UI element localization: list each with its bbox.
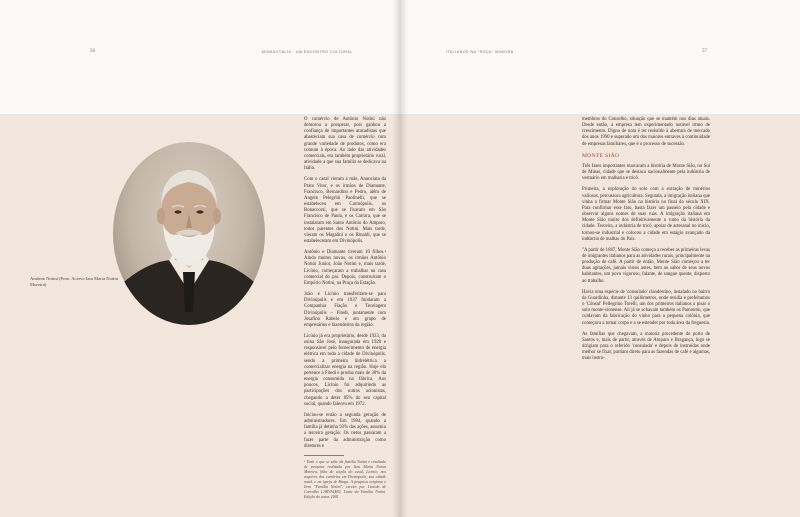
paragraph: Licínio já era proprietário, desde 1923, da usina São José, inaugurada em 1920 e responsável pelo fornecimento de energia elétrica em toda a cidade de Divinópolis, sendo a primeira hidrelétrica a comercializar energia na região. Hoje ela pertence à Fitedi e produz mais de 30% da energia consumida na fábrica. Aos poucos, Licínio foi adquirindo as participações dos outros acionistas, chegando a deter 85% do seu capital social, quando faleceu em 1972. [304,334,386,407]
left-page-number: 56 [90,49,95,54]
right-running-head: ITALIANOS NA "ROÇA" MINEIRA [446,50,514,54]
paragraph: Iniciou-se então a segunda geração de administradores. Em 1984, quando a família já detinha 93% das ações, assumiu a terceira geração. Os netos passaram a fazer parte da administração como diretores e [304,412,386,449]
paragraph: Primeira, a exploração do solo com a extração de minérios valiosos, percussora agricultura. Segunda, a imigração italiana que vinha a firmar Monte Sião na história no final do século XIX. Para confirmar esse fato, basta fazer um passeio pela cidade e observar alguns nomes de suas ruas. A imigração italiana em Monte Sião muito dos definitivamente o rumo da história da cidade. Terceira, a indústria de tricô, apoiar de artesanal no início, tornou-se industrial e colocou a cidade em estágio avançado da indústria de malhas do País. [582,187,710,242]
portrait-caption: Antônio Notini (Foto: Acervo Iara Maria Notini Moreira) [30,276,119,287]
paragraph: Com o casal vieram a mãe, Anunciata da Prato Vitor, e os irmãos de Diamante, Francisco, Bernardino e Pedro, além de Angelo Pelegrini Paolinelli, que se estabeleceu em Carmópolis, os Bonaccorsi, que se fixaram em São Francisco de Paula, e os Carrara, que se instalaram em Santo Antônio do Amparo, todos parentes dos Notini. Mais tarde, vieram os Magalini e os Rinaldi, que se estabeleceram em Divinópolis. [304,177,386,244]
footnote-rule [304,455,344,456]
left-running-head: MINAS/ITÁLIA · UM ENCONTRO CULTURAL [262,50,353,54]
section-heading: MONTE SIÃO [582,152,620,159]
paragraph: O comércio de Antônio Notini não demorou a prosperar, pois ganhou a confiança de importantes atacadistas que abasteciam sua casa de comércio com grande variedade de produtos, como era comum à época. Ao lado das atividades comerciais, era também proprietário rural, atividade a que sua família se dedicava na Itália. [304,117,386,172]
portrait-figure [113,142,265,325]
left-text-column [304,117,386,505]
right-page-number: 57 [702,49,707,54]
paragraph: "A partir de 1887, Monte Sião começa a receber as primeiras levas de imigrantes italianos para as atividades rurais, principalmente na produção de café. A partir de então, Monte Sião começou a ter duas agitações, jamais vistos antes, bem ao sabor de seus novos habitantes, um povo vigoroso, falante, de sangue quente, disposto ao trabalho. [582,247,710,284]
paragraph: João e Licínio transferiram-se para Divinópolis e em 1937 fundaram a Companhia Fiação e Tecelagem Divinópolis – Fitedi, juntamente com Josafino Rabelo e um grupo de empresários e fazendeiros da região. [304,292,386,328]
right-text-column [582,117,710,367]
footnote: ¹ Todo o que se sabe da família Notini é resultado de pesquisa realizada por Iara Maria Notini Moreira, filha do caçula do casal, Licínio, nos arquivos dos cartórios em Divinópolis, sua cidade natal, e na igreja de Barga. A pesquisa originou o livro "Família Notini", escrito por Lincoln de Carvalho CARVALHO, Linea da Família Notini. Edição do autor, 2001. [304,459,386,499]
paragraph: As famílias que chegavam, a maioria procedente do porto de Santos e, mais de partir, através de Amparo e Bragança, logo se dirigiam para o referido 'consulado' e depois de instruídas onde melhor se fixar, partiam direto para as fazendas de café e algumas, mais instru- [582,331,710,362]
book-gutter [392,0,408,517]
paragraph: membros do Conselho, situação que se mantém nos dias atuais. Desde então, a empresa tem experimentado notável ritmo de crescimento. Digno de nota é ter resistido à abertura de mercado dos anos 1990 e superado um dos maiores entraves à continuidade de empresas familiares, que é o processo de sucessão. [582,117,710,147]
paragraph: Três fases importantes marcaram a história de Monte Sião, no Sul de Minas, cidade que se destaca nacionalmente pela indústria de vestuário em malharia e tricô. [582,163,710,182]
paragraph: Havia uma espécie de 'consulado' clandestino, instalado no bairro da Guardinha, distante 13 quilômetros, onde residia e prefeitamos o 'Cônsul' Pellegrino Torelli, um dos primeiros italianos a pisar o solo monte-sionense. Ali já se achavam também os Pamontin, que cuidavam da fabricação do vinho para a pequena colônia, que começava a tomar corpo e a se estender por toda área da freguesia. [582,289,710,326]
portrait-photo [113,142,265,325]
paragraph: Antônio e Diamante tiveram 10 filhos.¹ Ainda muitos novos, os irmãos Antônio Notini Junior, João Notini e, mais tarde, Licínio, começaram a trabalhar na casa comercial do pai. Depois, construíram o Empório Notini, na Praça da Estação. [304,250,386,286]
